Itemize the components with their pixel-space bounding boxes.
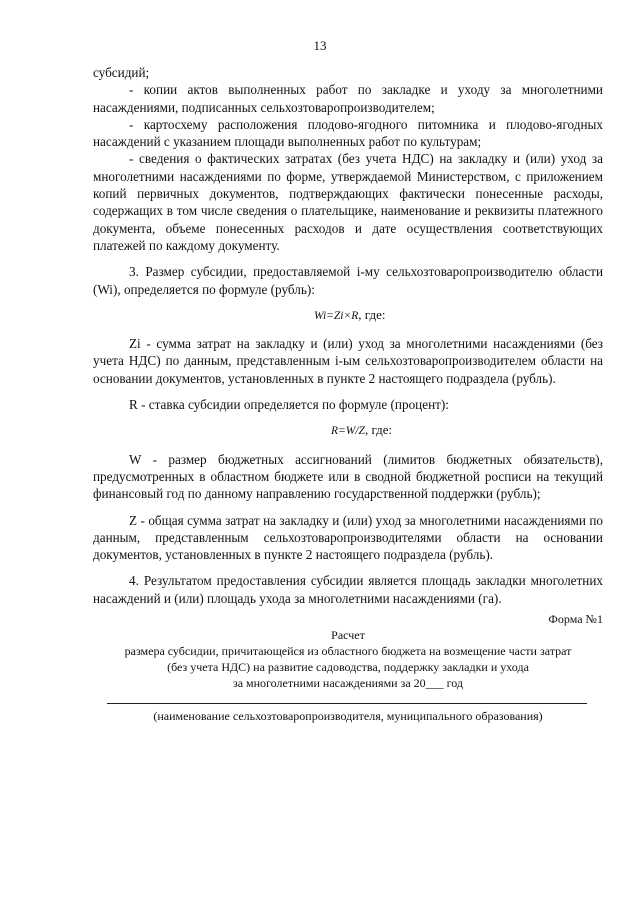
- paragraph: - сведения о фактических затратах (без учета НДС) на закладку и (или) уход за многолетними насаждениями по форме, утверждаемой Министерством, с приложением копий первичных документов, подтверждающих фактически понесенные расходы, содержащих в том числе сведения о плательщике, наименование и реквизиты платежного документа, объеме понесенных расходов и дате осуществления соответствующих платежей по каждому документу.: [93, 151, 603, 253]
- paragraph: Z - общая сумма затрат на закладку и (или) уход за многолетними насаждениями по данным, представленным сельхозтоваропроизводителями области на основании документов, установленных в пункте 2 настоящего подраздела (рубль).: [93, 512, 603, 563]
- formula-expression: R=W/Z: [331, 425, 365, 438]
- form-subtitle-line: за многолетними насаждениями за 20___ год: [232, 676, 464, 691]
- paragraph: субсидий;: [93, 65, 150, 80]
- formula-r: [93, 421, 603, 440]
- paragraph: - картосхему расположения плодово-ягодного питомника и плодово-ягодных насаждений с указанием площади выполненных работ по культурам;: [93, 116, 603, 150]
- page-number: 13: [313, 38, 327, 53]
- form-caption: (наименование сельхозтоваропроизводителя, муниципального образования): [153, 709, 543, 724]
- paragraph: W - размер бюджетных ассигнований (лимитов бюджетных обязательств), предусмотренных в областном бюджете или в сводной бюджетной росписи на текущий финансовый год по данному направлению государственной поддержки (рубль);: [93, 451, 603, 502]
- formula-suffix: , где:: [364, 422, 393, 438]
- formula-suffix: , где:: [358, 306, 386, 322]
- form-subtitle-line: размера субсидии, причитающейся из областного бюджета на возмещение части затрат: [124, 644, 572, 659]
- formula-expression: Wi=Zi×R: [314, 309, 359, 322]
- form-subtitle-line: (без учета НДС) на развитие садоводства, поддержку закладки и ухода: [167, 660, 529, 675]
- paragraph: Zi - сумма затрат на закладку и (или) уход за многолетними насаждениями (без учета НДС) по данным, представленным i-ым сельхозтоваропроизводителем области на основании документов, установленных в пункте 2 настоящего подраздела (рубль).: [93, 336, 603, 386]
- formula-wi: [93, 306, 603, 325]
- document-body: [93, 64, 603, 724]
- form-label: Форма №1: [548, 612, 603, 627]
- form-title: Расчет: [331, 628, 365, 643]
- paragraph: R - ставка субсидии определяется по формуле (процент):: [129, 397, 449, 413]
- paragraph: 3. Размер субсидии, предоставляемой i-му сельхозтоваропроизводителю области (Wi), определяется по формуле (рубль):: [93, 264, 603, 297]
- paragraph: - копии актов выполненных работ по закладке и уходу за многолетними насаждениями, подписанных сельхозтоваропроизводителем;: [93, 82, 603, 115]
- underline-field: [107, 703, 587, 704]
- paragraph: 4. Результатом предоставления субсидии является площадь закладки многолетних насаждений и (или) площадь ухода за многолетними насаждениями (га).: [93, 573, 603, 606]
